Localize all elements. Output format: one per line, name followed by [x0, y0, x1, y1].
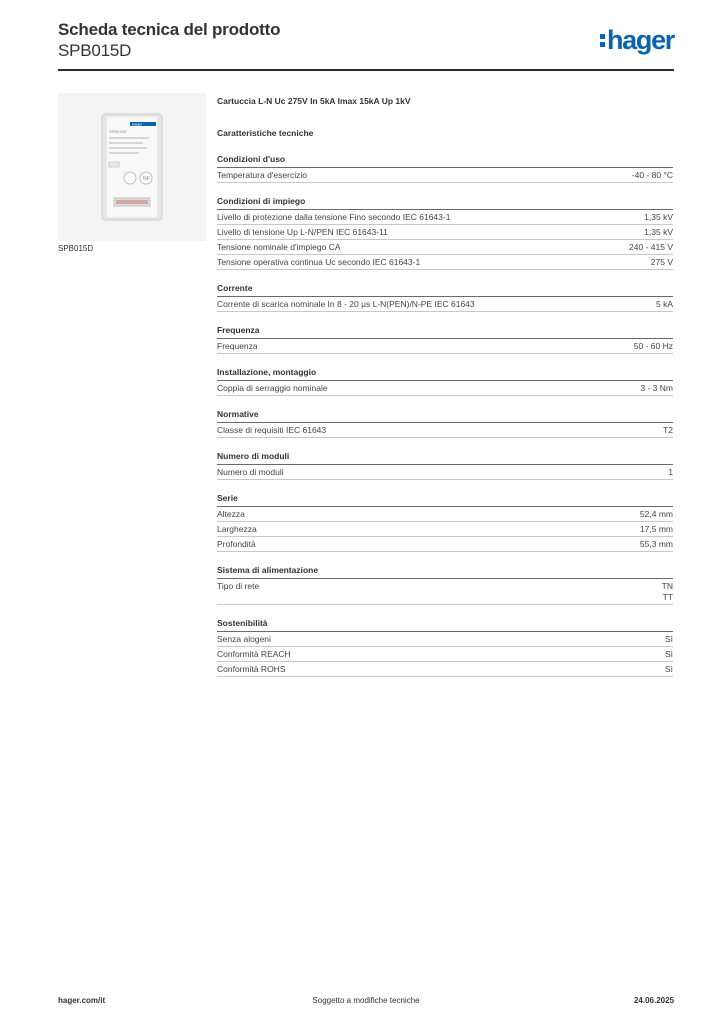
section-title: Sistema di alimentazione [217, 565, 673, 579]
spec-row [217, 225, 673, 240]
spec-label: Livello di protezione dalla tensione Fino secondo IEC 61643-1 [217, 212, 451, 222]
spec-row [217, 662, 673, 677]
spec-label: Livello di tensione Up L-N/PEN IEC 61643-11 [217, 227, 388, 237]
spec-value: 17,5 mm [639, 524, 673, 534]
spec-section [217, 325, 673, 354]
section-title: Installazione, montaggio [217, 367, 673, 381]
spec-section [217, 283, 673, 312]
spec-value: T2 [663, 425, 673, 435]
product-description: Cartuccia L-N Uc 275V In 5kA Imax 15kA Up 1kV [217, 96, 411, 106]
spec-value: Sì [664, 649, 673, 659]
spec-row [217, 647, 673, 662]
product-code: SPB015D [58, 41, 132, 60]
spec-label: Temperatura d'esercizio [217, 170, 307, 180]
spec-content [217, 96, 673, 677]
spec-value: 5 kA [655, 299, 673, 309]
spec-label: Classe di requisiti IEC 61643 [217, 425, 327, 435]
spec-row [217, 339, 673, 354]
spec-row [217, 465, 673, 480]
spec-label: Larghezza [217, 524, 257, 534]
spec-label: Tensione nominale d'impiego CA [217, 242, 341, 252]
spec-label: Senza alogeni [217, 634, 271, 644]
section-title: Serie [217, 493, 673, 507]
spec-value: Sì [664, 664, 673, 674]
header-divider [58, 69, 674, 71]
spec-section [217, 154, 673, 183]
spec-section [217, 618, 673, 677]
surge-cartridge-icon [92, 102, 172, 232]
spec-value: 50 - 60 Hz [633, 341, 673, 351]
cartridge-nf-text: NF [143, 176, 150, 182]
spec-value: TN TT [661, 581, 673, 602]
cartridge-brand-text: hager [132, 121, 143, 127]
section-title: Corrente [217, 283, 673, 297]
logo-mark-icon [600, 34, 605, 47]
section-title: Numero di moduli [217, 451, 673, 465]
spec-section [217, 493, 673, 552]
spec-row [217, 507, 673, 522]
tech-characteristics-heading: Caratteristiche tecniche [217, 128, 314, 138]
section-title: Normative [217, 409, 673, 423]
spec-value: 240 - 415 V [629, 242, 673, 252]
spec-value: -40 - 80 °C [631, 170, 673, 180]
logo-text: hager [606, 24, 674, 55]
spec-section [217, 451, 673, 480]
spec-row [217, 632, 673, 647]
spec-label: Tensione operativa continua Uc secondo IEC 61643-1 [217, 257, 421, 267]
spec-section [217, 409, 673, 438]
footer-note: Soggetto a modifiche tecniche [312, 996, 420, 1005]
spec-label: Profondità [217, 539, 256, 549]
spec-row [217, 297, 673, 312]
spec-section [217, 196, 673, 270]
spec-row [217, 255, 673, 270]
hager-logo [600, 26, 674, 54]
spec-value: 55,3 mm [639, 539, 673, 549]
spec-section [217, 565, 673, 605]
spec-value: 275 V [650, 257, 673, 267]
spec-row [217, 579, 673, 605]
spec-label: Conformità REACH [217, 649, 291, 659]
section-title: Frequenza [217, 325, 673, 339]
spec-value: 52,4 mm [639, 509, 673, 519]
section-title: Condizioni d'uso [217, 154, 673, 168]
product-image [58, 93, 206, 241]
spec-row [217, 522, 673, 537]
page-title: Scheda tecnica del prodotto [58, 20, 281, 39]
spec-row [217, 537, 673, 552]
spec-row [217, 240, 673, 255]
spec-label: Corrente di scarica nominale In 8 - 20 µs L-N(PEN)/N-PE IEC 61643 [217, 299, 475, 309]
spec-row [217, 168, 673, 183]
spec-label: Altezza [217, 509, 245, 519]
spec-sections [217, 154, 673, 677]
cartridge-model-text: SPB015D [109, 129, 127, 134]
spec-value: 1,35 kV [644, 212, 673, 222]
spec-label: Coppia di serraggio nominale [217, 383, 328, 393]
spec-value: 1 [668, 467, 673, 477]
spec-section [217, 367, 673, 396]
spec-row [217, 423, 673, 438]
spec-value: 1,35 kV [644, 227, 673, 237]
section-title: Condizioni di impiego [217, 196, 673, 210]
footer-website: hager.com/it [58, 996, 106, 1005]
spec-value: Sì [664, 634, 673, 644]
spec-label: Tipo di rete [217, 581, 260, 591]
page-header [58, 20, 674, 76]
section-title: Sostenibilità [217, 618, 673, 632]
spec-row [217, 210, 673, 225]
spec-row [217, 381, 673, 396]
footer-date: 24.06.2025 [633, 996, 674, 1005]
spec-label: Conformità ROHS [217, 664, 286, 674]
product-image-caption: SPB015D [58, 244, 94, 253]
spec-label: Frequenza [217, 341, 258, 351]
spec-value: 3 - 3 Nm [640, 383, 673, 393]
spec-label: Numero di moduli [217, 467, 284, 477]
